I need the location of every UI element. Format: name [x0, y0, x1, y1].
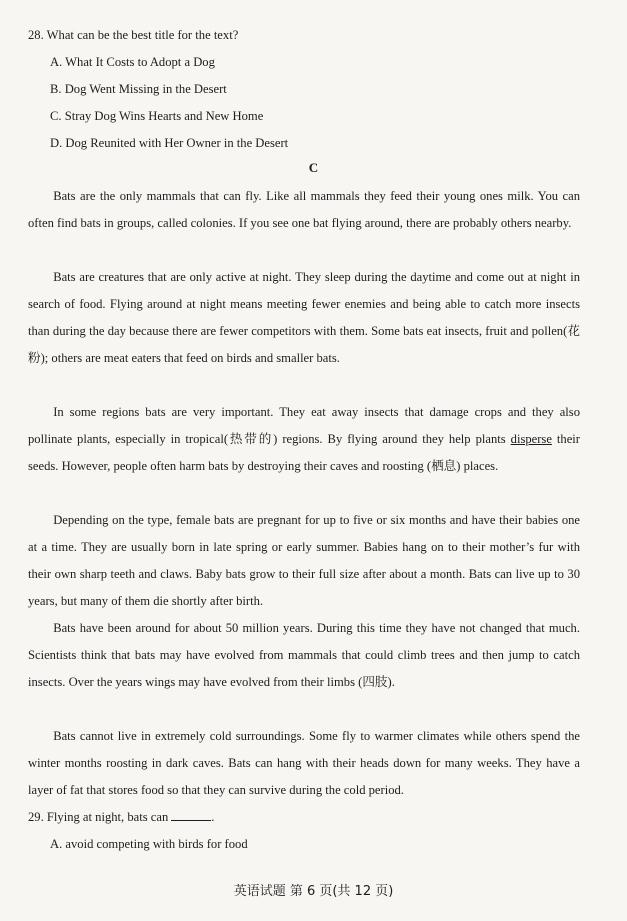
page-footer: 英语试题 第 6 页(共 12 页): [233, 884, 394, 899]
question-28-stem: 28. What can be the best title for the text?: [28, 28, 239, 42]
section-label: C: [308, 160, 319, 175]
answer-blank: [171, 808, 211, 821]
underlined-word: disperse: [510, 432, 552, 446]
paragraph-3-text-b: their seeds. However, people often harm bats by destroying their caves and roosting (栖息) places.: [28, 432, 580, 473]
question-29-end: .: [211, 810, 215, 824]
question-28-option-b[interactable]: B. Dog Went Missing in the Desert: [50, 82, 227, 96]
question-28-option-c[interactable]: C. Stray Dog Wins Hearts and New Home: [50, 109, 264, 123]
passage-paragraph-1: Bats are the only mammals that can fly. Like all mammals they feed their young ones milk. You can often find bats in groups, called colonies. If you see one bat flying around, there are probably others nearby.: [28, 189, 580, 230]
passage-paragraph-3: [28, 399, 580, 480]
paragraph-3-text-a: In some regions bats are very important. They eat away insects that damage crops and they also pollinate plants, especially in tropical(热带的) regions. By flying around they help plants: [28, 405, 580, 446]
question-28-option-a[interactable]: A. What It Costs to Adopt a Dog: [50, 55, 215, 69]
passage-paragraph-2: Bats are creatures that are only active at night. They sleep during the daytime and come out at night in search of food. Flying around at night means meeting fewer enemies and being able to catch more insects than during the day because there are fewer competitors with them. Some bats eat insects, fruit and pollen(花粉); others are meat eaters that feed on birds and smaller bats.: [28, 270, 580, 365]
passage-paragraph-6: Bats cannot live in extremely cold surroundings. Some fly to warmer climates while others spend the winter months roosting in dark caves. Bats can hang with their heads down for many weeks. They have a layer of fat that stores food so that they can survive during the cold period.: [28, 729, 580, 797]
question-29-text: 29. Flying at night, bats can: [28, 810, 169, 824]
question-29-stem: [28, 808, 214, 826]
question-29-option-a[interactable]: A. avoid competing with birds for food: [50, 837, 248, 851]
passage-paragraph-5: Bats have been around for about 50 million years. During this time they have not changed that much. Scientists think that bats may have evolved from mammals that could climb trees and then jump to catch insects. Over the years wings may have evolved from their limbs (四肢).: [28, 621, 580, 689]
passage-paragraph-4: Depending on the type, female bats are pregnant for up to five or six months and have their babies one at a time. They are usually born in late spring or early summer. Babies hang on to their mother’s fur with their own sharp teeth and claws. Baby bats grow to their full size after about a month. Bats can live up to 30 years, but many of them die shortly after birth.: [28, 513, 580, 608]
question-28-option-d[interactable]: D. Dog Reunited with Her Owner in the Desert: [50, 136, 289, 150]
